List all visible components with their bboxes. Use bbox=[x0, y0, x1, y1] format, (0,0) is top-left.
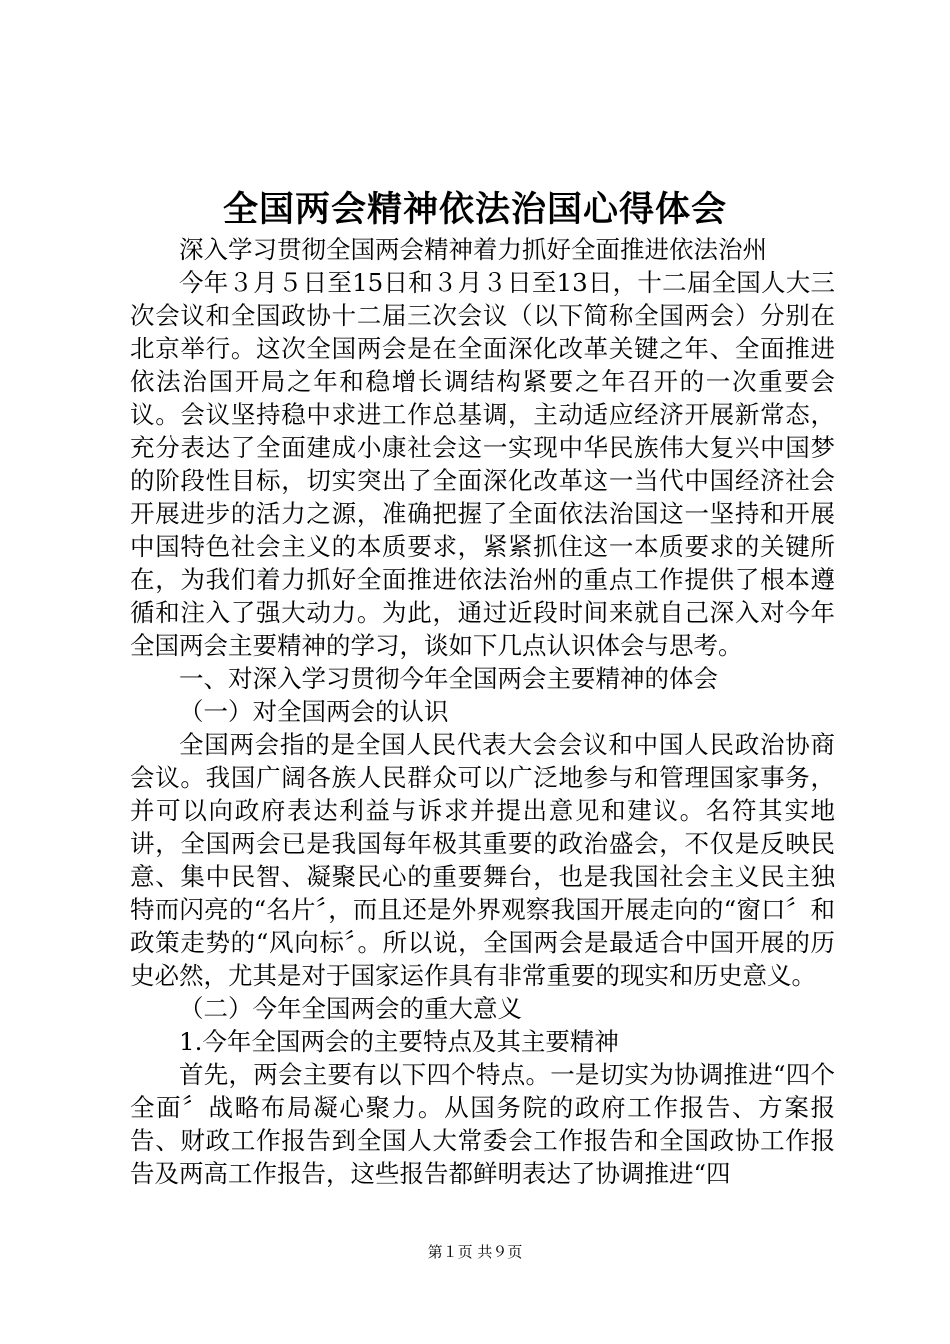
body-paragraph: 首先，两会主要有以下四个特点。一是切实为协调推进“四个全面〞战略布局凝心聚力。从国务院的政府工作报告、方案报告、财政工作报告到全国人大常委会工作报告和全国政协工作报告及两高工作报告，这些报告都鲜明表达了协调推进“四 bbox=[130, 1060, 835, 1188]
item-heading: 1.今年全国两会的主要特点及其主要精神 bbox=[179, 1027, 619, 1056]
document-title: 全国两会精神依法治国心得体会 bbox=[222, 190, 727, 230]
page-footer: 第１页 共９页 bbox=[427, 1243, 523, 1261]
subsection-heading: （二）今年全国两会的重大意义 bbox=[179, 994, 522, 1023]
subtitle-paragraph: 深入学习贯彻全国两会精神着力抓好全面推进依法治州 bbox=[179, 235, 767, 264]
body-paragraph: 今年３月５日至15日和３月３日至13日，十二届全国人大三次会议和全国政协十二届三次会议（以下简称全国两会）分别在北京举行。这次全国两会是在全面深化改革关键之年、全面推进依法治国开局之年和稳增长调结构紧要之年召开的一次重要会议。会议坚持稳中求进工作总基调，主动适应经济开展新常态，充分表达了全面建成小康社会这一实现中华民族伟大复兴中国梦的阶段性目标，切实突出了全面深化改革这一当代中国经济社会开展进步的活力之源，准确把握了全面依法治国这一坚持和开展中国特色社会主义的本质要求，紧紧抓住这一本质要求的关键所在，为我们着力抓好全面推进依法治州的重点工作提供了根本遵循和注入了强大动力。为此，通过近段时间来就自己深入对今年全国两会主要精神的学习，谈如下几点认识体会与思考。 bbox=[130, 268, 835, 660]
section-heading: 一、对深入学习贯彻今年全国两会主要精神的体会 bbox=[179, 664, 718, 693]
document-body bbox=[130, 233, 835, 1190]
subsection-heading: （一）对全国两会的认识 bbox=[179, 697, 449, 726]
body-paragraph: 全国两会指的是全国人民代表大会会议和中国人民政治协商会议。我国广阔各族人民群众可以广泛地参与和管理国家事务，并可以向政府表达利益与诉求并提出意见和建议。名符其实地讲，全国两会已是我国每年极其重要的政治盛会，不仅是反映民意、集中民智、凝聚民心的重要舞台，也是我国社会主义民主独特而闪亮的“名片〞，而且还是外界观察我国开展走向的“窗口〞和政策走势的“风向标〞。所以说，全国两会是最适合中国开展的历史必然，尤其是对于国家运作具有非常重要的现实和历史意义。 bbox=[130, 730, 835, 990]
